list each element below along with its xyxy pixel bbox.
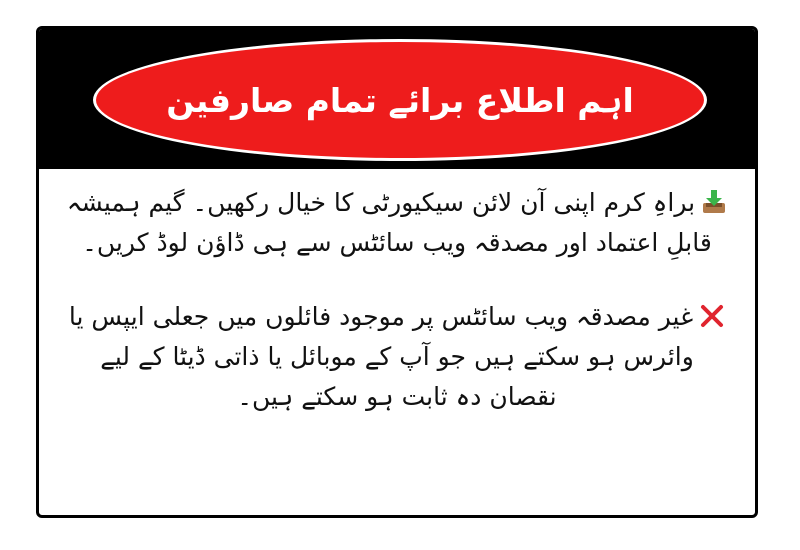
header-bar: [39, 29, 755, 169]
notice-card: [36, 26, 758, 518]
warning-notice-text: غیر مصدقہ ویب سائٹس پر موجود فائلوں میں جعلی ایپس یا وائرس ہو سکتے ہیں جو آپ کے موبائل یا ذاتی ڈیٹا کے لیے نقصان دہ ثابت ہو سکتے ہیں۔: [68, 302, 694, 411]
security-notice: [65, 183, 729, 263]
warning-notice: [65, 297, 729, 417]
download-tray-icon: [701, 189, 727, 215]
security-notice-text: براہِ کرم اپنی آن لائن سیکیورٹی کا خیال رکھیں۔ گیم ہمیشہ قابلِ اعتماد اور مصدقہ ویب سائٹس سے ہی ڈاؤن لوڈ کریں۔: [66, 188, 712, 257]
red-cross-icon: [699, 303, 725, 329]
notice-title: اہم اطلاع برائے تمام صارفین: [166, 80, 634, 120]
notice-body: [39, 169, 755, 518]
title-pill: [93, 39, 707, 161]
